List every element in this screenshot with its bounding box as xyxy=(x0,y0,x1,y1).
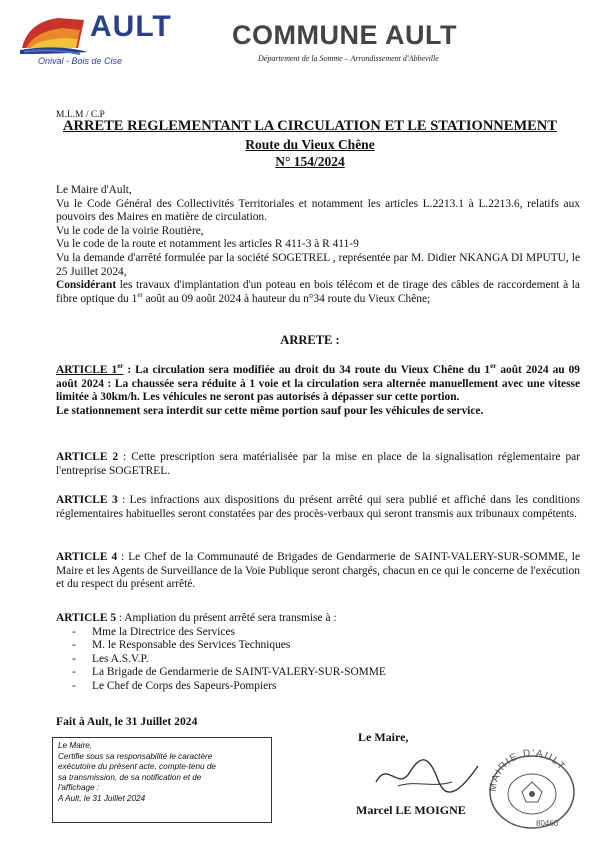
preamble xyxy=(56,184,580,306)
article-3 xyxy=(56,494,580,521)
preamble-line: Le Maire d'Ault, xyxy=(56,184,132,196)
article-5 xyxy=(56,612,580,694)
decree-subject: Route du Vieux Chêne xyxy=(245,137,375,152)
considerant-label: Considérant xyxy=(56,279,117,292)
list-item: - M. le Responsable des Services Techniques xyxy=(72,639,291,652)
logo-subtitle: Onival - Bois de Cise xyxy=(38,56,123,66)
certification-box xyxy=(52,737,272,823)
decree-number: N° 154/2024 xyxy=(275,154,345,169)
cert-line: l'affichage : xyxy=(58,783,100,793)
article-4 xyxy=(56,551,580,592)
department-line: Département de la Somme – Arrondissement d'Abbeville xyxy=(258,54,439,63)
article-3-label: ARTICLE 3 xyxy=(56,494,118,506)
decree-title: ARRETE REGLEMENTANT LA CIRCULATION ET LE STATIONNEMENT xyxy=(63,118,557,134)
cert-line: A Ault, le 31 Juillet 2024 xyxy=(58,793,146,803)
preamble-line: Vu le Code Général des Collectivités Territoriales et notamment les articles L.2213.1 à L.2213.6, relatifs aux pouvoirs des Maires en matière de circulation. xyxy=(56,197,580,224)
cert-line: sa transmission, de sa notification et de xyxy=(58,772,202,782)
signing-date: Fait à Ault, le 31 Juillet 2024 xyxy=(56,715,198,728)
mayor-name: Marcel LE MOIGNE xyxy=(356,803,466,817)
cert-line: Certifie sous sa responsabilité le caractère xyxy=(58,751,213,761)
article-5-label: ARTICLE 5 xyxy=(56,612,117,624)
article-4-label: ARTICLE 4 xyxy=(56,551,118,563)
article-1 xyxy=(56,364,580,418)
article-4-text: : Le Chef de la Communauté de Brigades de Gendarmerie de SAINT-VALERY-SUR-SOMME, le Maire et les Agents de Surveillance de la Voie Publique seront chargés, chacun en ce qui le concerne de l'exécution et du respect du présent arrêté. xyxy=(56,551,580,591)
article-3-text: : Les infractions aux dispositions du présent arrêté qui sera publié et affiché dans les conditions réglementaires habituelles seront constatées par des procès-verbaux qui seront transmis aux tribunaux compétents. xyxy=(56,494,581,520)
list-item: - Les A.S.V.P. xyxy=(72,652,149,665)
list-item: - Le Chef de Corps des Sapeurs-Pompiers xyxy=(72,679,277,692)
commune-heading: COMMUNE AULT xyxy=(232,20,457,50)
arrete-heading: ARRETE : xyxy=(280,333,340,347)
cert-line: Le Maire, xyxy=(58,741,93,750)
preamble-line: Vu le code de la voirie Routière, xyxy=(56,224,204,237)
article-1-paragraph: ARTICLE 1er : La circulation sera modifiée au droit du 34 route du Vieux Chêne du 1er août 2024 au 09 août 2024 : La chaussée sera réduite à 1 voie et la circulation sera alternée manuellement avec une vitesse limitée à 30km/h. Les véhicules ne seront pas autorisés à dépasser sur cette portion. xyxy=(56,362,580,404)
article-1-parking: Le stationnement sera interdit sur cette même portion sauf pour les véhicules de service. xyxy=(56,404,484,417)
article-5-text: : Ampliation du présent arrêté sera transmise à : xyxy=(116,612,337,624)
list-item: - Mme la Directrice des Services xyxy=(72,625,235,638)
official-seal-icon xyxy=(476,744,586,830)
list-item: - La Brigade de Gendarmerie de SAINT-VALERY-SUR-SOMME xyxy=(72,666,386,679)
preamble-line: Vu la demande d'arrêté formulée par la société SOGETREL , représentée par M. Didier NKANGA DI MPUTU, le 25 Juillet 2024, xyxy=(56,251,580,278)
commune-logo xyxy=(18,8,172,68)
stamp-text: MAIRIE D'AULT xyxy=(487,747,568,793)
preamble-line: Vu le code de la route et notamment les articles R 411-3 à R 411-9 xyxy=(56,238,359,251)
considerant-paragraph: Considérant les travaux d'implantation d'un poteau en bois télécom et de tirage des câbles de raccordement à la fibre optique du 1er août au 09 août 2024 à hauteur du n°34 route du Vieux Chêne; xyxy=(56,279,580,305)
article-2-text: : Cette prescription sera matérialisée par la mise en place de la signalisation réglementaire par l'entreprise SOGETREL. xyxy=(56,451,580,477)
reference-code: M.L.M / C.P xyxy=(56,110,105,120)
article-2-label: ARTICLE 2 xyxy=(56,451,119,463)
cert-line: exécutoire du présent acte, compte-tenu de xyxy=(58,762,216,772)
handwritten-signature xyxy=(368,752,488,802)
article-2 xyxy=(56,451,580,478)
stamp-number: 80460 xyxy=(536,819,559,828)
signatory-title: Le Maire, xyxy=(358,730,409,744)
recipient-list xyxy=(56,626,580,694)
article-1-label: ARTICLE 1er xyxy=(56,362,124,376)
logo-text: AULT xyxy=(90,10,172,43)
